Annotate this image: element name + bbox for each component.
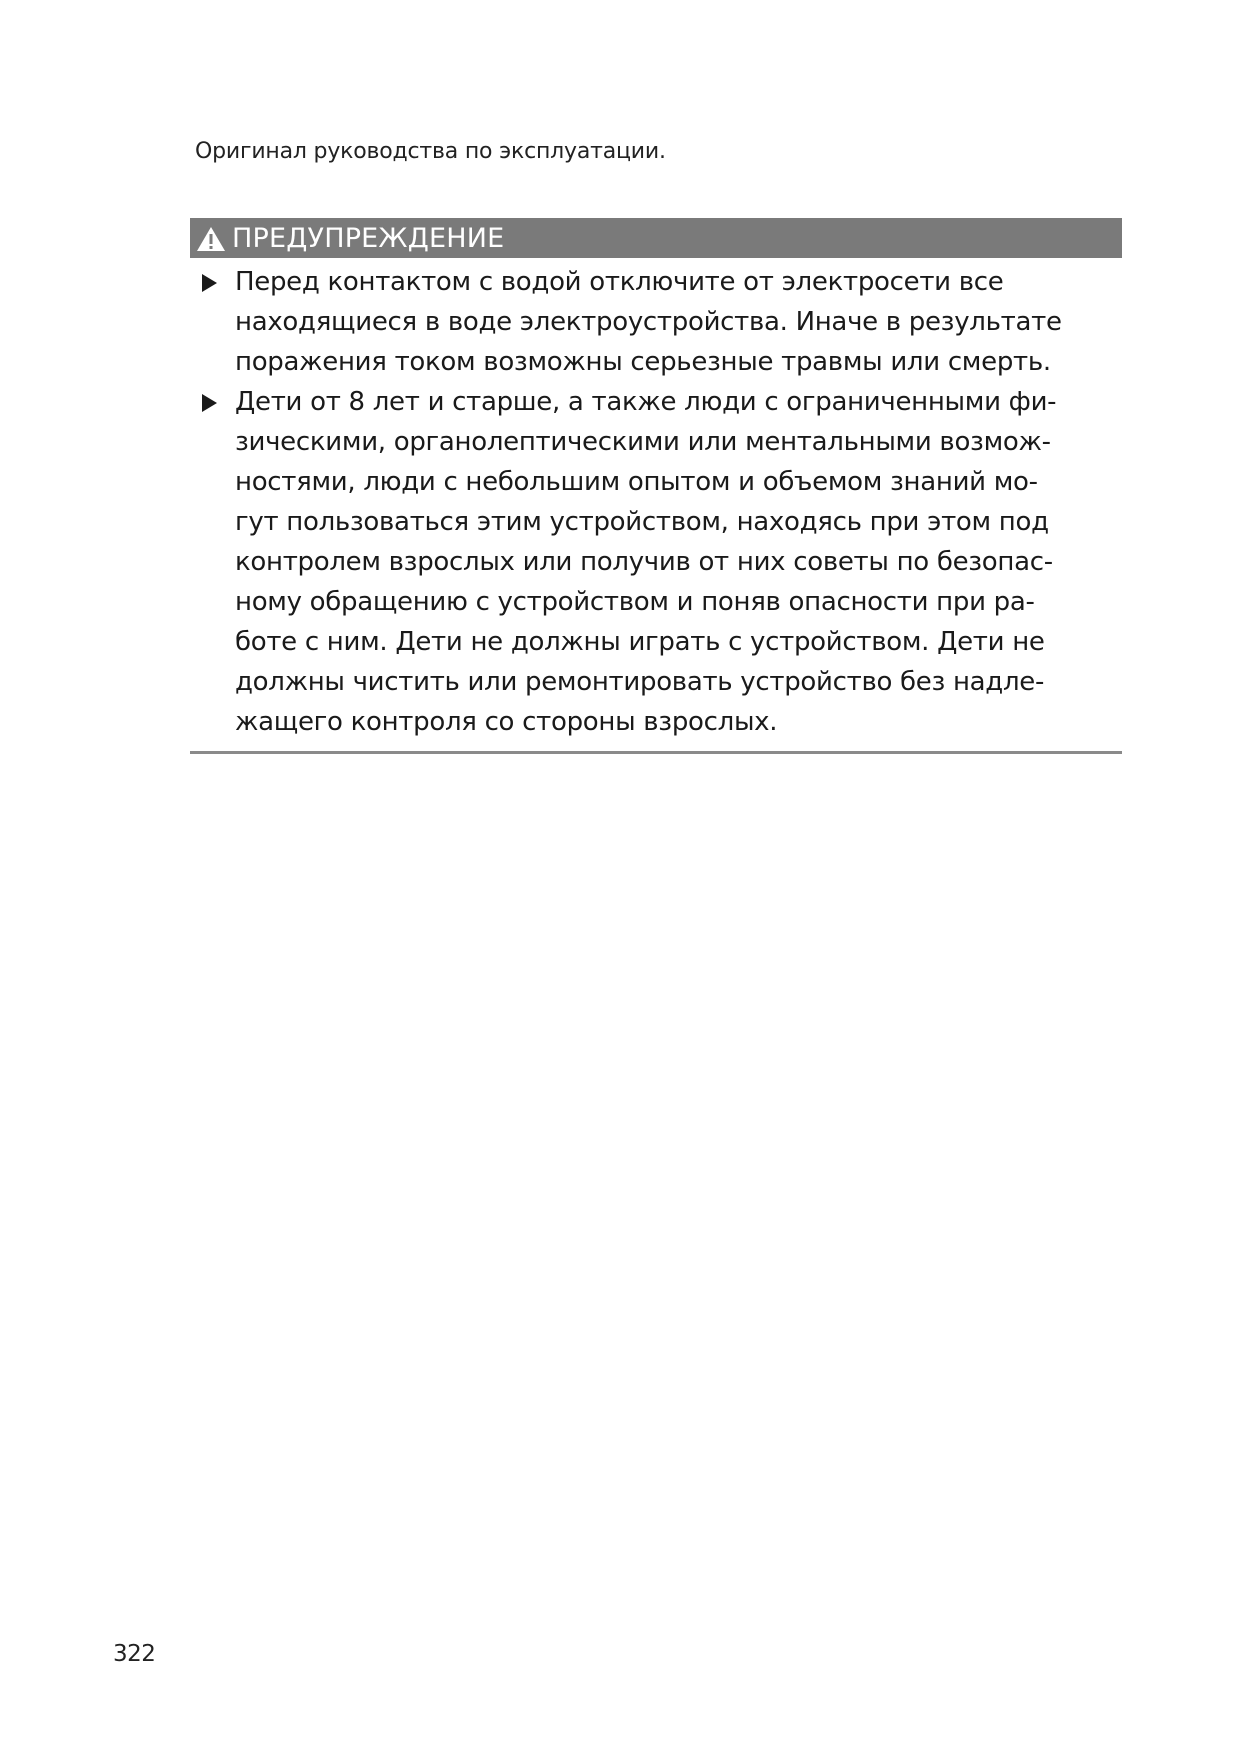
warning-title: ПРЕДУПРЕЖДЕНИЕ [232, 222, 505, 254]
warning-item-line: должны чистить или ремонтировать устройство без надле- [235, 667, 1045, 697]
warning-item-line: Дети от 8 лет и старше, а также люди с ограниченными фи- [235, 387, 1057, 417]
warning-item-line: ностями, люди с небольшим опытом и объемом знаний мо- [235, 467, 1038, 497]
warning-item-line: зическими, органолептическими или ментальными возмож- [235, 427, 1051, 457]
warning-bottom-rule [190, 751, 1122, 754]
bullet-triangle-icon [202, 274, 217, 292]
warning-item-line: контролем взрослых или получив от них советы по безопас- [235, 547, 1053, 577]
document-subtitle: Оригинал руководства по эксплуатации. [195, 139, 666, 164]
warning-box [190, 218, 1122, 754]
warning-item [190, 382, 1122, 742]
warning-item [190, 262, 1122, 382]
warning-list [190, 258, 1122, 742]
warning-item-line: ному обращению с устройством и поняв опасности при ра- [235, 587, 1035, 617]
bullet-triangle-icon [202, 394, 217, 412]
warning-item-line: гут пользоваться этим устройством, находясь при этом под [235, 507, 1049, 537]
warning-item-line: находящиеся в воде электроустройства. Иначе в результате [235, 307, 1062, 337]
page-number: 322 [113, 1641, 156, 1667]
warning-item-line: поражения током возможны серьезные травмы или смерть. [235, 347, 1051, 377]
warning-item-line: Перед контактом с водой отключите от электросети все [235, 267, 1004, 297]
warning-item-line: боте с ним. Дети не должны играть с устройством. Дети не [235, 627, 1045, 657]
warning-triangle-icon [196, 225, 226, 253]
warning-header [190, 218, 1122, 258]
warning-item-line: жащего контроля со стороны взрослых. [235, 707, 778, 737]
